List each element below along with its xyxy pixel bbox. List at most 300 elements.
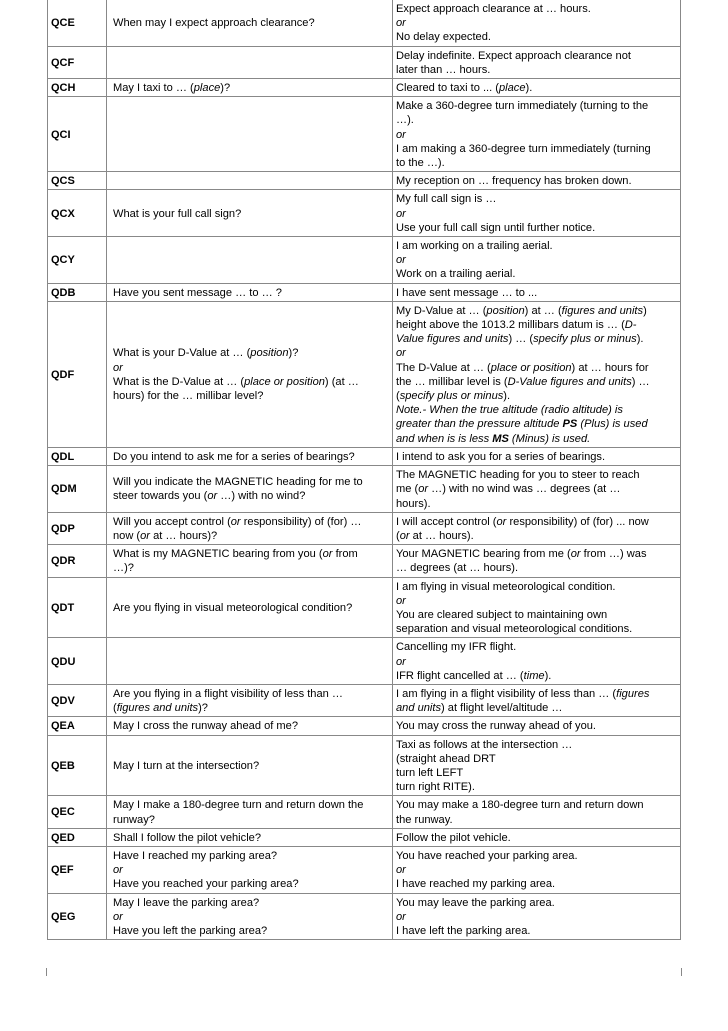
text-run: May I make a 180-degree turn and return down the bbox=[113, 799, 364, 812]
cell-line bbox=[396, 286, 677, 300]
text-run: from bbox=[332, 548, 358, 561]
text-run: Have you left the parking area? bbox=[113, 924, 268, 937]
text-run: ( bbox=[396, 390, 400, 403]
cell-line bbox=[396, 780, 677, 794]
text-run: figures and units bbox=[116, 702, 199, 715]
cell-line bbox=[396, 896, 677, 910]
question-cell bbox=[107, 684, 393, 716]
table-row bbox=[48, 79, 681, 97]
text-run: place bbox=[498, 82, 526, 95]
q-code-cell: QCI bbox=[48, 97, 107, 172]
question-cell bbox=[107, 79, 393, 97]
text-run: ) at … ( bbox=[524, 304, 562, 317]
question-cell bbox=[107, 638, 393, 685]
table-row bbox=[48, 846, 681, 893]
cell-line bbox=[396, 719, 677, 733]
cell-line bbox=[113, 207, 389, 221]
cell-line bbox=[396, 497, 677, 511]
text-run: I am making a 360-degree turn immediately (turning bbox=[396, 142, 651, 155]
text-run: D-Value figures and units bbox=[507, 375, 632, 388]
cell-line bbox=[113, 759, 389, 773]
answer-cell bbox=[393, 684, 681, 716]
text-run: Shall I follow the pilot vehicle? bbox=[113, 831, 261, 844]
text-run: What is my MAGNETIC bearing from you ( bbox=[113, 548, 323, 561]
text-run: or bbox=[113, 864, 123, 877]
cell-line bbox=[113, 361, 389, 375]
cell-line bbox=[396, 361, 677, 375]
text-run: ) at … hours for bbox=[571, 361, 649, 374]
cell-line bbox=[396, 910, 677, 924]
text-run: Will you indicate the MAGNETIC heading for me to bbox=[113, 476, 363, 489]
cell-line bbox=[113, 529, 389, 543]
cell-line bbox=[396, 580, 677, 594]
cell-line bbox=[396, 99, 677, 113]
text-run: or bbox=[399, 529, 410, 542]
text-run: MS bbox=[492, 432, 509, 445]
table-row bbox=[48, 545, 681, 577]
text-run: My reception on … frequency has broken down. bbox=[396, 175, 632, 188]
text-run: (straight ahead DRT bbox=[396, 752, 496, 765]
table-row bbox=[48, 684, 681, 716]
text-run: My D-Value at … ( bbox=[396, 304, 487, 317]
cell-line bbox=[396, 174, 677, 188]
text-run: responsibility) of (for) … bbox=[240, 515, 362, 528]
q-code-cell: QCE bbox=[48, 0, 107, 46]
text-run: ). bbox=[636, 333, 644, 346]
cell-line bbox=[396, 318, 677, 332]
cell-line bbox=[113, 701, 389, 715]
answer-cell bbox=[393, 545, 681, 577]
text-run: ). bbox=[503, 390, 511, 403]
answer-cell bbox=[393, 828, 681, 846]
q-code-cell: QDM bbox=[48, 466, 107, 513]
text-run: Cleared to taxi to ... ( bbox=[396, 82, 499, 95]
text-run: place or position bbox=[490, 361, 572, 374]
text-run: or bbox=[396, 347, 406, 360]
text-run: or bbox=[396, 910, 406, 923]
text-run: figures and units bbox=[561, 304, 644, 317]
text-run: greater than the pressure altitude bbox=[396, 418, 563, 431]
text-run: What is your full call sign? bbox=[113, 207, 242, 220]
text-run: and when is is less bbox=[396, 432, 493, 445]
answer-cell bbox=[393, 46, 681, 78]
text-run: My full call sign is … bbox=[396, 193, 497, 206]
answer-cell bbox=[393, 447, 681, 465]
q-code-table-page bbox=[47, 0, 681, 940]
text-run: )? bbox=[198, 702, 208, 715]
text-run: from …) was bbox=[580, 548, 647, 561]
text-run: What is your D-Value at … ( bbox=[113, 347, 251, 360]
cell-line bbox=[396, 738, 677, 752]
cell-line bbox=[396, 622, 677, 636]
text-run: hours). bbox=[396, 497, 431, 510]
table-row bbox=[48, 237, 681, 284]
question-cell bbox=[107, 283, 393, 301]
cell-line bbox=[113, 389, 389, 403]
table-row bbox=[48, 893, 681, 940]
text-run: specify plus or minus bbox=[399, 390, 504, 403]
text-run: Taxi as follows at the intersection … bbox=[396, 738, 573, 751]
text-run: Make a 360-degree turn immediately (turning to the bbox=[396, 100, 649, 113]
text-run: …) with no wind was … degrees (at … bbox=[428, 483, 621, 496]
q-code-cell: QCX bbox=[48, 190, 107, 237]
table-row bbox=[48, 735, 681, 796]
text-run: Have I reached my parking area? bbox=[113, 849, 278, 862]
table-row bbox=[48, 172, 681, 190]
question-cell bbox=[107, 717, 393, 735]
table-row bbox=[48, 796, 681, 828]
answer-cell bbox=[393, 796, 681, 828]
cell-line bbox=[113, 450, 389, 464]
answer-cell bbox=[393, 717, 681, 735]
question-cell bbox=[107, 0, 393, 46]
page-edge-right bbox=[681, 968, 682, 976]
cell-line bbox=[396, 655, 677, 669]
cell-line bbox=[396, 304, 677, 318]
text-run: height above the 1013.2 millibars datum is … ( bbox=[396, 319, 625, 332]
cell-line bbox=[396, 267, 677, 281]
text-run: Value figures and units bbox=[396, 333, 509, 346]
cell-line bbox=[113, 924, 389, 938]
text-run: Are you flying in a flight visibility of less than … bbox=[113, 687, 343, 700]
table-row bbox=[48, 0, 681, 46]
text-run: at … hours)? bbox=[150, 529, 218, 542]
question-cell bbox=[107, 735, 393, 796]
text-run: steer towards you ( bbox=[113, 490, 208, 503]
q-code-cell: QDB bbox=[48, 283, 107, 301]
answer-cell bbox=[393, 846, 681, 893]
answer-cell bbox=[393, 79, 681, 97]
text-run: …) with no wind? bbox=[217, 490, 306, 503]
cell-line bbox=[396, 156, 677, 170]
cell-line bbox=[113, 798, 389, 812]
answer-cell bbox=[393, 735, 681, 796]
answer-cell bbox=[393, 893, 681, 940]
table-row bbox=[48, 466, 681, 513]
text-run: Do you intend to ask me for a series of bearings? bbox=[113, 450, 355, 463]
question-cell bbox=[107, 190, 393, 237]
table-row bbox=[48, 301, 681, 447]
text-run: ) at flight level/altitude … bbox=[441, 702, 563, 715]
q-code-cell: QEF bbox=[48, 846, 107, 893]
cell-line bbox=[396, 417, 677, 431]
q-code-cell: QDU bbox=[48, 638, 107, 685]
text-run: later than … hours. bbox=[396, 63, 491, 76]
answer-cell bbox=[393, 0, 681, 46]
cell-line bbox=[396, 687, 677, 701]
cell-line bbox=[113, 515, 389, 529]
cell-line bbox=[113, 877, 389, 891]
table-row bbox=[48, 577, 681, 638]
text-run: or bbox=[396, 207, 406, 220]
cell-line bbox=[113, 81, 389, 95]
question-cell bbox=[107, 796, 393, 828]
text-run: place bbox=[193, 82, 221, 95]
text-run: I am working on a trailing aerial. bbox=[396, 240, 553, 253]
question-cell bbox=[107, 447, 393, 465]
text-run: You may make a 180-degree turn and return down bbox=[396, 799, 644, 812]
text-run: I am flying in a flight visibility of less than … ( bbox=[396, 687, 617, 700]
answer-cell bbox=[393, 638, 681, 685]
q-code-cell: QCF bbox=[48, 46, 107, 78]
cell-line bbox=[396, 701, 677, 715]
cell-line bbox=[113, 687, 389, 701]
answer-cell bbox=[393, 301, 681, 447]
answer-cell bbox=[393, 466, 681, 513]
text-run: or bbox=[322, 548, 333, 561]
cell-line bbox=[113, 813, 389, 827]
cell-line bbox=[396, 239, 677, 253]
text-run: hours) for the … millibar level? bbox=[113, 390, 264, 403]
q-code-cell: QDP bbox=[48, 512, 107, 544]
question-cell bbox=[107, 512, 393, 544]
table-row bbox=[48, 97, 681, 172]
cell-line bbox=[113, 601, 389, 615]
question-cell bbox=[107, 172, 393, 190]
text-run: ( bbox=[113, 702, 117, 715]
cell-line bbox=[396, 63, 677, 77]
q-code-cell: QED bbox=[48, 828, 107, 846]
cell-line bbox=[396, 432, 677, 446]
text-run: The MAGNETIC heading for you to steer to reach bbox=[396, 469, 640, 482]
cell-line bbox=[113, 547, 389, 561]
cell-line bbox=[396, 813, 677, 827]
q-code-cell: QDF bbox=[48, 301, 107, 447]
text-run: or bbox=[396, 864, 406, 877]
text-run: … degrees (at … hours). bbox=[396, 562, 519, 575]
text-run: )? bbox=[288, 347, 299, 360]
text-run: D- bbox=[624, 319, 637, 332]
text-run: May I leave the parking area? bbox=[113, 896, 260, 909]
text-run: …). bbox=[396, 114, 414, 127]
text-run: ). bbox=[525, 82, 533, 95]
cell-line bbox=[113, 16, 389, 30]
question-cell bbox=[107, 545, 393, 577]
text-run: or bbox=[418, 483, 429, 496]
text-run: responsibility) of (for) ... now bbox=[506, 515, 649, 528]
cell-line bbox=[396, 253, 677, 267]
cell-line bbox=[396, 798, 677, 812]
q-code-cell: QDV bbox=[48, 684, 107, 716]
text-run: You have reached your parking area. bbox=[396, 849, 578, 862]
cell-line bbox=[113, 561, 389, 575]
answer-cell bbox=[393, 172, 681, 190]
table-row bbox=[48, 46, 681, 78]
text-run: When may I expect approach clearance? bbox=[113, 17, 315, 30]
text-run: I will accept control ( bbox=[396, 515, 497, 528]
text-run: I am flying in visual meteorological condition. bbox=[396, 580, 616, 593]
table-row bbox=[48, 828, 681, 846]
question-cell bbox=[107, 846, 393, 893]
question-cell bbox=[107, 893, 393, 940]
text-run: ( bbox=[396, 529, 400, 542]
text-run: I intend to ask you for a series of bearings. bbox=[396, 450, 606, 463]
q-code-cell: QEA bbox=[48, 717, 107, 735]
table-row bbox=[48, 717, 681, 735]
q-code-cell: QDR bbox=[48, 545, 107, 577]
cell-line bbox=[113, 849, 389, 863]
text-run: (Plus) is used bbox=[577, 418, 648, 431]
cell-line bbox=[113, 863, 389, 877]
cell-line bbox=[396, 49, 677, 63]
cell-line bbox=[396, 192, 677, 206]
cell-line bbox=[396, 468, 677, 482]
cell-line bbox=[396, 375, 677, 389]
q-code-cell: QDT bbox=[48, 577, 107, 638]
q-code-cell: QCS bbox=[48, 172, 107, 190]
table-row bbox=[48, 283, 681, 301]
table-row bbox=[48, 190, 681, 237]
text-run: (Minus) is used. bbox=[508, 432, 591, 445]
text-run: position bbox=[486, 304, 525, 317]
cell-line bbox=[113, 475, 389, 489]
cell-line bbox=[396, 529, 677, 543]
cell-line bbox=[396, 766, 677, 780]
cell-line bbox=[396, 142, 677, 156]
answer-cell bbox=[393, 237, 681, 284]
text-run: or bbox=[396, 594, 406, 607]
text-run: or bbox=[396, 254, 406, 267]
cell-line bbox=[396, 450, 677, 464]
text-run: separation and visual meteorological conditions. bbox=[396, 623, 633, 636]
q-code-cell: QEB bbox=[48, 735, 107, 796]
table-row bbox=[48, 447, 681, 465]
q-code-table bbox=[47, 0, 681, 940]
text-run: time bbox=[523, 669, 545, 682]
text-run: What is the D-Value at … ( bbox=[113, 375, 245, 388]
cell-line bbox=[396, 924, 677, 938]
text-run: Have you sent message … to … ? bbox=[113, 286, 282, 299]
text-run: Follow the pilot vehicle. bbox=[396, 831, 511, 844]
text-run: or bbox=[207, 490, 218, 503]
cell-line bbox=[396, 669, 677, 683]
text-run: specify plus or minus bbox=[533, 333, 637, 346]
q-code-table-body bbox=[48, 0, 681, 940]
text-run: or bbox=[230, 515, 241, 528]
text-run: me ( bbox=[396, 483, 419, 496]
cell-line bbox=[396, 561, 677, 575]
question-cell bbox=[107, 301, 393, 447]
question-cell bbox=[107, 466, 393, 513]
text-run: Note.- When the true altitude (radio altitude) is bbox=[396, 404, 623, 417]
text-run: ) … ( bbox=[508, 333, 534, 346]
text-run: figures bbox=[616, 687, 650, 700]
text-run: No delay expected. bbox=[396, 31, 491, 44]
question-cell bbox=[107, 46, 393, 78]
text-run: Cancelling my IFR flight. bbox=[396, 641, 517, 654]
text-run: or bbox=[396, 128, 406, 141]
text-run: You may leave the parking area. bbox=[396, 896, 555, 909]
text-run: or bbox=[396, 17, 406, 30]
text-run: position bbox=[250, 347, 289, 360]
text-run: IFR flight cancelled at … ( bbox=[396, 669, 524, 682]
cell-line bbox=[113, 375, 389, 389]
text-run: or bbox=[496, 515, 507, 528]
cell-line bbox=[396, 207, 677, 221]
text-run: Work on a trailing aerial. bbox=[396, 268, 516, 281]
cell-line bbox=[113, 719, 389, 733]
cell-line bbox=[396, 482, 677, 496]
text-run: May I turn at the intersection? bbox=[113, 759, 260, 772]
cell-line bbox=[396, 640, 677, 654]
text-run: Are you flying in visual meteorological condition? bbox=[113, 601, 353, 614]
cell-line bbox=[113, 489, 389, 503]
cell-line bbox=[396, 389, 677, 403]
answer-cell bbox=[393, 97, 681, 172]
table-row bbox=[48, 512, 681, 544]
text-run: and units bbox=[396, 702, 442, 715]
text-run: ) bbox=[643, 304, 647, 317]
q-code-cell: QEC bbox=[48, 796, 107, 828]
cell-line bbox=[113, 286, 389, 300]
text-run: You may cross the runway ahead of you. bbox=[396, 720, 597, 733]
text-run: ) (at … bbox=[324, 375, 359, 388]
text-run: Expect approach clearance at … hours. bbox=[396, 3, 591, 15]
text-run: ) … bbox=[631, 375, 650, 388]
answer-cell bbox=[393, 283, 681, 301]
cell-line bbox=[113, 831, 389, 845]
text-run: May I taxi to … ( bbox=[113, 82, 194, 95]
q-code-cell: QCH bbox=[48, 79, 107, 97]
text-run: place or position bbox=[244, 375, 325, 388]
text-run: PS bbox=[562, 418, 578, 431]
text-run: now ( bbox=[113, 529, 141, 542]
text-run: )? bbox=[220, 82, 231, 95]
cell-line bbox=[113, 896, 389, 910]
text-run: or bbox=[113, 361, 123, 374]
text-run: or bbox=[570, 548, 581, 561]
q-code-cell: QDL bbox=[48, 447, 107, 465]
cell-line bbox=[396, 128, 677, 142]
text-run: or bbox=[396, 655, 406, 668]
cell-line bbox=[396, 403, 677, 417]
text-run: You are cleared subject to maintaining own bbox=[396, 608, 608, 621]
text-run: or bbox=[140, 529, 151, 542]
text-run: …)? bbox=[113, 562, 134, 575]
text-run: Your MAGNETIC bearing from me ( bbox=[396, 548, 571, 561]
q-code-cell: QCY bbox=[48, 237, 107, 284]
text-run: The D-Value at … ( bbox=[396, 361, 491, 374]
question-cell bbox=[107, 237, 393, 284]
cell-line bbox=[396, 547, 677, 561]
text-run: I have sent message … to ... bbox=[396, 286, 538, 299]
cell-line bbox=[396, 81, 677, 95]
text-run: runway? bbox=[113, 813, 155, 826]
cell-line bbox=[396, 30, 677, 44]
cell-line bbox=[396, 594, 677, 608]
text-run: May I cross the runway ahead of me? bbox=[113, 720, 298, 733]
cell-line bbox=[396, 849, 677, 863]
text-run: Have you reached your parking area? bbox=[113, 878, 299, 891]
cell-line bbox=[396, 608, 677, 622]
text-run: the runway. bbox=[396, 813, 453, 826]
question-cell bbox=[107, 577, 393, 638]
cell-line bbox=[396, 113, 677, 127]
table-row bbox=[48, 638, 681, 685]
answer-cell bbox=[393, 512, 681, 544]
text-run: turn right RITE). bbox=[396, 781, 475, 794]
text-run: I have left the parking area. bbox=[396, 924, 531, 937]
cell-line bbox=[396, 877, 677, 891]
cell-line bbox=[396, 16, 677, 30]
cell-line bbox=[113, 910, 389, 924]
cell-line bbox=[396, 863, 677, 877]
cell-line bbox=[396, 515, 677, 529]
question-cell bbox=[107, 97, 393, 172]
answer-cell bbox=[393, 577, 681, 638]
text-run: Will you accept control ( bbox=[113, 515, 231, 528]
text-run: to the …). bbox=[396, 157, 445, 170]
